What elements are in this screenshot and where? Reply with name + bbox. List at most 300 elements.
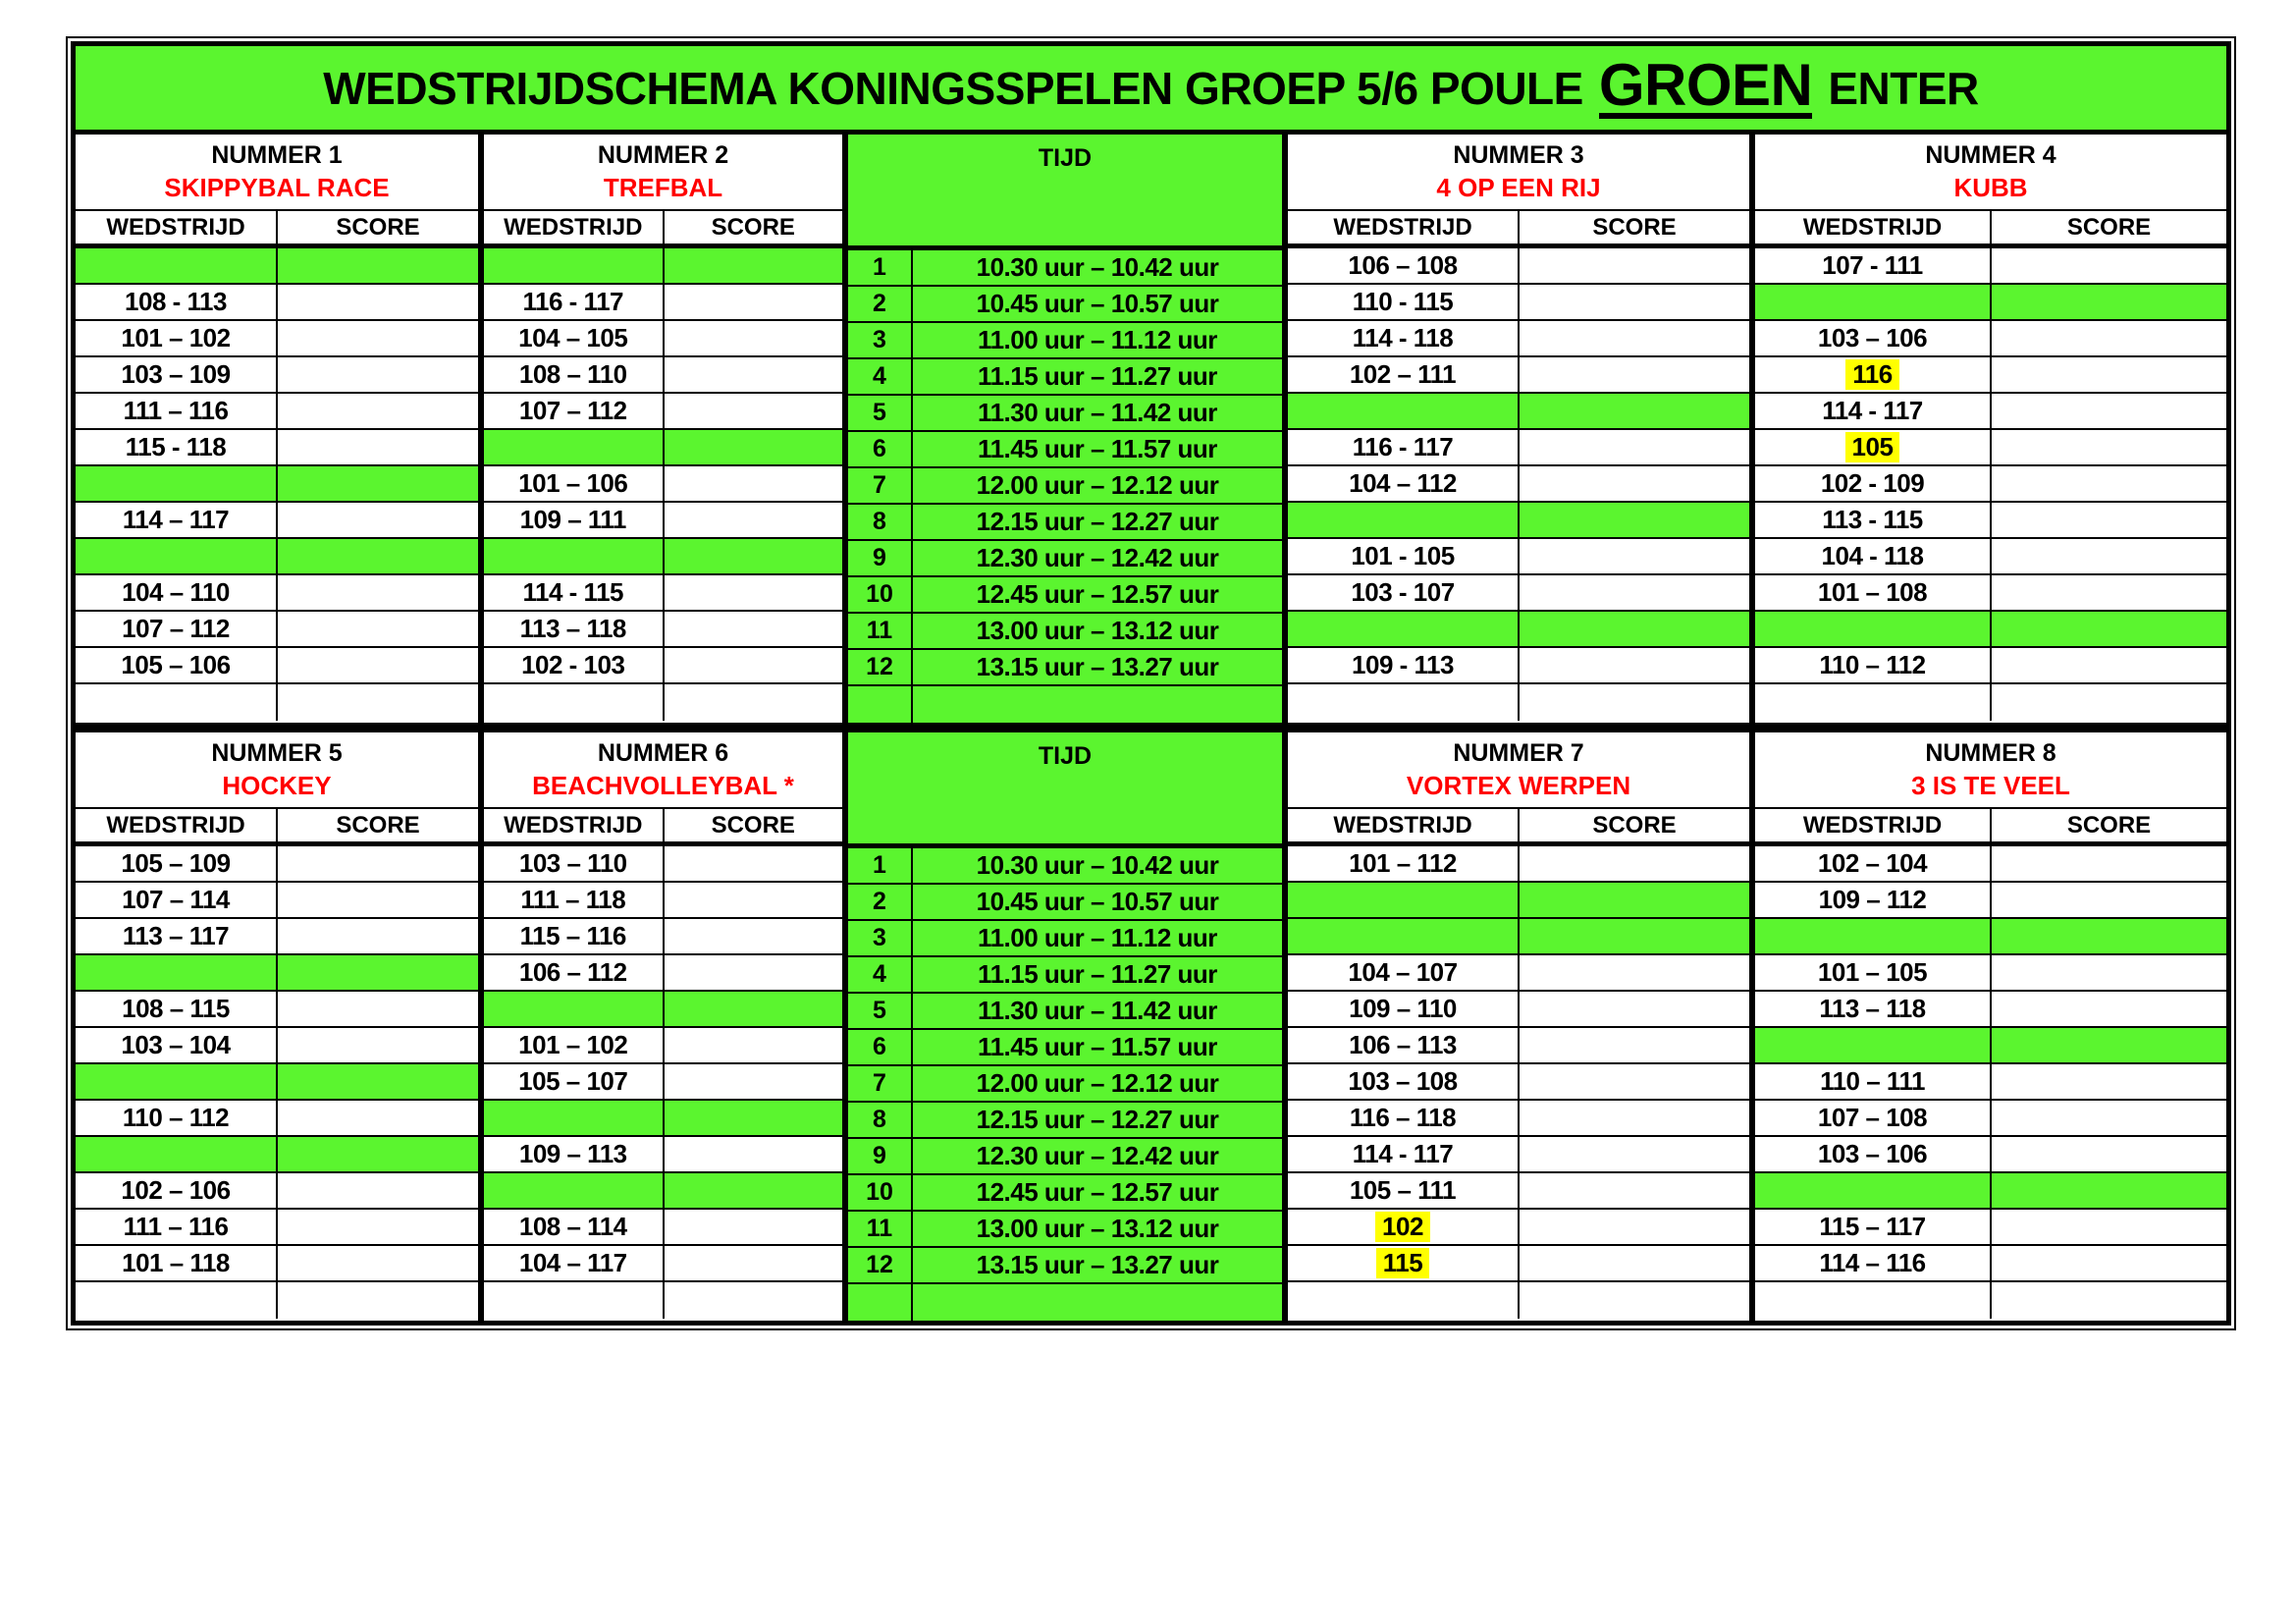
match-cell [1755, 1282, 1992, 1319]
score-cell [665, 612, 843, 646]
score-cell [665, 466, 843, 501]
match-cell [1755, 612, 1992, 646]
wedstrijd-header: WEDSTRIJD [1288, 211, 1520, 244]
slot-time: 11.45 uur – 11.57 uur [978, 1032, 1217, 1061]
score-cell [278, 955, 478, 990]
match-cell [1755, 684, 1992, 721]
table-row [484, 1064, 842, 1101]
slot-number: 1 [848, 848, 913, 883]
time-row [848, 1066, 1282, 1103]
table-row [1288, 992, 1749, 1028]
title-poule-name: GROEN [1598, 52, 1813, 118]
score-cell [1520, 883, 1749, 917]
time-row [848, 650, 1282, 686]
match-cell [1755, 1173, 1992, 1208]
slot-time: 12.00 uur – 12.12 uur [976, 1068, 1219, 1098]
match-cell: 115 – 117 [1755, 1210, 1992, 1244]
match-cell: 103 – 106 [1755, 321, 1992, 355]
slot-time: 13.00 uur – 13.12 uur [976, 616, 1219, 645]
schedule-body [76, 135, 2226, 1321]
table-row [1288, 883, 1749, 919]
score-cell [1520, 321, 1749, 355]
score-cell [1992, 883, 2226, 917]
match-cell: 113 - 115 [1755, 503, 1992, 537]
slot-number: 10 [848, 577, 913, 612]
table-row [1755, 394, 2226, 430]
slot-number: 1 [848, 250, 913, 285]
time-row [848, 468, 1282, 505]
score-cell [278, 648, 478, 682]
time-row [848, 994, 1282, 1030]
slot-time: 10.45 uur – 10.57 uur [976, 887, 1219, 916]
match-cell: 113 – 118 [1755, 992, 1992, 1026]
time-row [848, 1103, 1282, 1139]
score-cell [278, 1137, 478, 1171]
score-cell [665, 1064, 843, 1099]
match-cell [1288, 1210, 1520, 1244]
wedstrijd-header: WEDSTRIJD [484, 211, 665, 244]
match-cell [76, 1064, 278, 1099]
table-row [1755, 612, 2226, 648]
table-row [1755, 883, 2226, 919]
score-cell [1992, 648, 2226, 682]
match-cell: 102 - 103 [484, 648, 665, 682]
time-row [848, 396, 1282, 432]
table-row [1755, 1246, 2226, 1282]
score-cell [1520, 612, 1749, 646]
table-row [76, 539, 478, 575]
slot-number: 2 [848, 287, 913, 321]
score-cell [1520, 1246, 1749, 1280]
score-cell [278, 285, 478, 319]
match-cell [76, 1282, 278, 1319]
slot-number: 3 [848, 323, 913, 357]
slot-number: 8 [848, 505, 913, 539]
table-row [484, 1173, 842, 1210]
table-row [484, 394, 842, 430]
slot-time: 13.15 uur – 13.27 uur [976, 652, 1219, 681]
time-row [848, 541, 1282, 577]
time-row [848, 432, 1282, 468]
score-cell [1992, 1173, 2226, 1208]
match-cell [1288, 503, 1520, 537]
slot-time: 11.00 uur – 11.12 uur [978, 923, 1217, 952]
table-row [484, 1246, 842, 1282]
slot-number: 4 [848, 359, 913, 394]
table-row [484, 883, 842, 919]
match-cell: 111 – 116 [76, 1210, 278, 1244]
table-row [1755, 503, 2226, 539]
column-headers-row [484, 809, 842, 846]
match-cell: 109 – 113 [484, 1137, 665, 1171]
slot-time [913, 686, 1282, 723]
page-title [76, 46, 2226, 135]
table-row [76, 248, 478, 285]
match-cell [484, 1173, 665, 1208]
game-table [484, 732, 842, 1321]
match-cell: 107 – 112 [76, 612, 278, 646]
table-row [1755, 466, 2226, 503]
column-headers-row [1288, 211, 1749, 248]
game-sport-label: KUBB [1953, 172, 2028, 202]
score-cell [665, 1210, 843, 1244]
score-cell [1520, 539, 1749, 573]
score-cell [1992, 466, 2226, 501]
table-row [1755, 919, 2226, 955]
score-cell [1992, 503, 2226, 537]
table-row [1755, 357, 2226, 394]
table-row [1755, 648, 2226, 684]
table-row [76, 1064, 478, 1101]
time-row [848, 1030, 1282, 1066]
match-cell: 114 – 116 [1755, 1246, 1992, 1280]
time-row [848, 885, 1282, 921]
table-row [1288, 466, 1749, 503]
score-cell [665, 575, 843, 610]
score-cell [278, 1246, 478, 1280]
match-cell [484, 992, 665, 1026]
time-row [848, 1175, 1282, 1212]
score-cell [665, 1101, 843, 1135]
table-row [1288, 248, 1749, 285]
score-cell [1992, 321, 2226, 355]
table-row [1755, 1210, 2226, 1246]
time-row [848, 505, 1282, 541]
game-number-label: NUMMER 5 [211, 738, 343, 767]
score-cell [665, 1246, 843, 1280]
score-cell [1520, 919, 1749, 953]
score-cell [278, 883, 478, 917]
time-table [848, 732, 1282, 1321]
match-cell: 105 – 106 [76, 648, 278, 682]
match-cell: 108 - 113 [76, 285, 278, 319]
game-number-label: NUMMER 8 [1925, 738, 2056, 767]
score-cell [665, 394, 843, 428]
table-row [1755, 575, 2226, 612]
schedule-section [76, 135, 2226, 723]
match-cell [1288, 919, 1520, 953]
match-cell: 101 – 102 [484, 1028, 665, 1062]
match-cell: 110 – 112 [76, 1101, 278, 1135]
slot-number: 2 [848, 885, 913, 919]
time-row [848, 1212, 1282, 1248]
table-row [1755, 321, 2226, 357]
score-cell [1520, 1064, 1749, 1099]
match-cell: 103 – 108 [1288, 1064, 1520, 1099]
time-row [848, 1284, 1282, 1321]
match-cell [76, 466, 278, 501]
time-row [848, 359, 1282, 396]
wedstrijd-header: WEDSTRIJD [76, 809, 278, 841]
slot-time: 13.15 uur – 13.27 uur [976, 1250, 1219, 1279]
column-headers-row [1755, 809, 2226, 846]
score-header: SCORE [2066, 213, 2152, 241]
match-cell: 116 - 117 [1288, 430, 1520, 464]
score-cell [1520, 1028, 1749, 1062]
slot-time: 11.15 uur – 11.27 uur [978, 361, 1217, 391]
table-row [484, 285, 842, 321]
match-cell: 103 – 106 [1755, 1137, 1992, 1171]
table-row [1288, 321, 1749, 357]
wedstrijd-header: WEDSTRIJD [76, 211, 278, 244]
table-row [76, 992, 478, 1028]
column-headers-row [76, 809, 478, 846]
score-cell [1992, 1137, 2226, 1171]
score-cell [665, 503, 843, 537]
time-row [848, 921, 1282, 957]
score-cell [1992, 357, 2226, 392]
score-cell [1992, 1028, 2226, 1062]
table-row [1288, 846, 1749, 883]
game-sport-label: HOCKEY [222, 770, 332, 800]
match-cell [1288, 684, 1520, 721]
game-number-label: NUMMER 1 [211, 140, 343, 169]
table-row [76, 1282, 478, 1319]
table-row [484, 992, 842, 1028]
table-row [1288, 503, 1749, 539]
table-row [76, 1173, 478, 1210]
match-cell: 111 – 116 [76, 394, 278, 428]
wedstrijd-header: WEDSTRIJD [1288, 809, 1520, 841]
table-row [1288, 1173, 1749, 1210]
table-row [76, 430, 478, 466]
score-cell [1520, 1101, 1749, 1135]
match-cell [1755, 357, 1992, 392]
score-cell [278, 919, 478, 953]
match-cell [484, 248, 665, 283]
game-number-label: NUMMER 4 [1925, 140, 2056, 169]
match-cell: 114 - 117 [1288, 1137, 1520, 1171]
slot-time: 12.15 uur – 12.27 uur [976, 1105, 1219, 1134]
game-table-header [76, 732, 478, 809]
match-cell: 108 – 115 [76, 992, 278, 1026]
time-table [848, 135, 1282, 723]
score-cell [278, 1282, 478, 1319]
table-row [1288, 575, 1749, 612]
match-cell: 107 – 114 [76, 883, 278, 917]
score-cell [665, 1028, 843, 1062]
match-cell: 107 – 112 [484, 394, 665, 428]
score-header: SCORE [1592, 213, 1677, 241]
game-rows [76, 248, 478, 723]
score-cell [278, 612, 478, 646]
match-cell: 107 - 111 [1755, 248, 1992, 283]
game-table-header [1288, 135, 1749, 211]
match-cell: 103 - 107 [1288, 575, 1520, 610]
score-cell [1992, 1101, 2226, 1135]
score-cell [665, 1173, 843, 1208]
score-cell [1992, 846, 2226, 881]
score-cell [278, 503, 478, 537]
slot-time: 12.45 uur – 12.57 uur [976, 1177, 1219, 1207]
column-headers-row [1288, 809, 1749, 846]
score-cell [1520, 684, 1749, 721]
time-row [848, 1139, 1282, 1175]
score-cell [1992, 430, 2226, 464]
table-row [1288, 539, 1749, 575]
table-row [76, 503, 478, 539]
table-row [76, 321, 478, 357]
slot-time: 12.00 uur – 12.12 uur [976, 470, 1219, 500]
table-row [76, 1101, 478, 1137]
table-row [484, 1028, 842, 1064]
slot-time: 12.30 uur – 12.42 uur [976, 543, 1219, 572]
match-cell: 103 – 104 [76, 1028, 278, 1062]
match-cell [76, 539, 278, 573]
match-cell: 105 – 111 [1288, 1173, 1520, 1208]
table-row [484, 1282, 842, 1319]
table-row [1288, 430, 1749, 466]
table-row [484, 1210, 842, 1246]
score-cell [1520, 955, 1749, 990]
table-row [76, 846, 478, 883]
game-table [76, 732, 478, 1321]
score-header: SCORE [711, 811, 795, 839]
slot-time: 11.15 uur – 11.27 uur [978, 959, 1217, 989]
score-cell [1992, 612, 2226, 646]
table-row [484, 539, 842, 575]
match-cell: 113 – 117 [76, 919, 278, 953]
match-cell: 103 – 110 [484, 846, 665, 881]
game-table [76, 135, 478, 723]
table-row [1755, 992, 2226, 1028]
match-cell: 104 - 118 [1755, 539, 1992, 573]
table-row [484, 503, 842, 539]
match-cell: 109 – 110 [1288, 992, 1520, 1026]
game-sport-label: VORTEX WERPEN [1406, 770, 1631, 800]
table-row [1288, 612, 1749, 648]
score-cell [1520, 357, 1749, 392]
score-cell [1520, 992, 1749, 1026]
table-row [484, 612, 842, 648]
time-row [848, 323, 1282, 359]
match-cell: 114 - 118 [1288, 321, 1520, 355]
table-row [1288, 1028, 1749, 1064]
table-row [1288, 1137, 1749, 1173]
table-row [1288, 394, 1749, 430]
score-cell [1520, 248, 1749, 283]
table-row [1755, 285, 2226, 321]
table-row [76, 1210, 478, 1246]
time-rows [848, 848, 1282, 1321]
score-cell [278, 684, 478, 721]
match-cell: 116 - 117 [484, 285, 665, 319]
section-divider [76, 723, 2226, 732]
game-table [484, 135, 842, 723]
table-row [1288, 648, 1749, 684]
table-row [1755, 1173, 2226, 1210]
score-cell [665, 992, 843, 1026]
game-table-header [1288, 732, 1749, 809]
time-row [848, 614, 1282, 650]
score-cell [1520, 1173, 1749, 1208]
score-header: SCORE [2066, 811, 2152, 839]
score-cell [1992, 575, 2226, 610]
table-row [1755, 1064, 2226, 1101]
match-cell: 103 – 109 [76, 357, 278, 392]
match-cell: 104 – 112 [1288, 466, 1520, 501]
match-cell [484, 430, 665, 464]
game-table-header [76, 135, 478, 211]
score-cell [278, 321, 478, 355]
highlighted-team: 105 [1845, 432, 1900, 462]
match-cell [484, 1282, 665, 1319]
table-row [1755, 1101, 2226, 1137]
score-cell [1992, 1064, 2226, 1099]
match-cell: 101 – 118 [76, 1246, 278, 1280]
match-cell [1288, 612, 1520, 646]
match-cell: 111 – 118 [484, 883, 665, 917]
score-cell [1520, 575, 1749, 610]
match-cell [1288, 1246, 1520, 1280]
score-cell [665, 357, 843, 392]
match-cell [484, 539, 665, 573]
table-row [484, 1101, 842, 1137]
score-cell [278, 992, 478, 1026]
match-cell: 113 – 118 [484, 612, 665, 646]
table-row [1288, 1282, 1749, 1319]
score-cell [1520, 394, 1749, 428]
score-cell [1520, 1137, 1749, 1171]
score-cell [278, 357, 478, 392]
table-row [76, 883, 478, 919]
game-rows [484, 248, 842, 723]
game-sport-label: BEACHVOLLEYBAL * [532, 770, 794, 800]
table-row [76, 394, 478, 430]
slot-time: 10.30 uur – 10.42 uur [976, 850, 1219, 880]
game-rows [1755, 846, 2226, 1321]
wedstrijd-header: WEDSTRIJD [1755, 809, 1992, 841]
table-row [484, 466, 842, 503]
slot-number: 4 [848, 957, 913, 992]
time-row [848, 577, 1282, 614]
match-cell: 101 – 106 [484, 466, 665, 501]
match-cell: 101 - 105 [1288, 539, 1520, 573]
slot-time: 12.15 uur – 12.27 uur [976, 507, 1219, 536]
score-cell [278, 575, 478, 610]
score-cell [1992, 992, 2226, 1026]
slot-time: 10.45 uur – 10.57 uur [976, 289, 1219, 318]
table-row [76, 684, 478, 721]
score-cell [1992, 955, 2226, 990]
table-row [484, 955, 842, 992]
slot-number: 11 [848, 1212, 913, 1246]
slot-number: 7 [848, 468, 913, 503]
score-cell [1992, 539, 2226, 573]
match-cell [1755, 919, 1992, 953]
slot-number [848, 1284, 913, 1321]
match-cell: 102 - 109 [1755, 466, 1992, 501]
match-cell: 115 - 118 [76, 430, 278, 464]
match-cell: 102 – 111 [1288, 357, 1520, 392]
score-header: SCORE [336, 811, 420, 839]
table-row [484, 357, 842, 394]
score-cell [1992, 684, 2226, 721]
table-row [484, 1137, 842, 1173]
slot-number: 10 [848, 1175, 913, 1210]
table-row [76, 1246, 478, 1282]
slot-number: 5 [848, 994, 913, 1028]
slot-time: 12.45 uur – 12.57 uur [976, 579, 1219, 609]
tijd-header: TIJD [848, 135, 1282, 250]
game-table [1288, 732, 1749, 1321]
game-table [1755, 732, 2226, 1321]
table-row [484, 648, 842, 684]
match-cell [1288, 883, 1520, 917]
slot-number: 12 [848, 1248, 913, 1282]
score-cell [665, 321, 843, 355]
score-cell [278, 1101, 478, 1135]
